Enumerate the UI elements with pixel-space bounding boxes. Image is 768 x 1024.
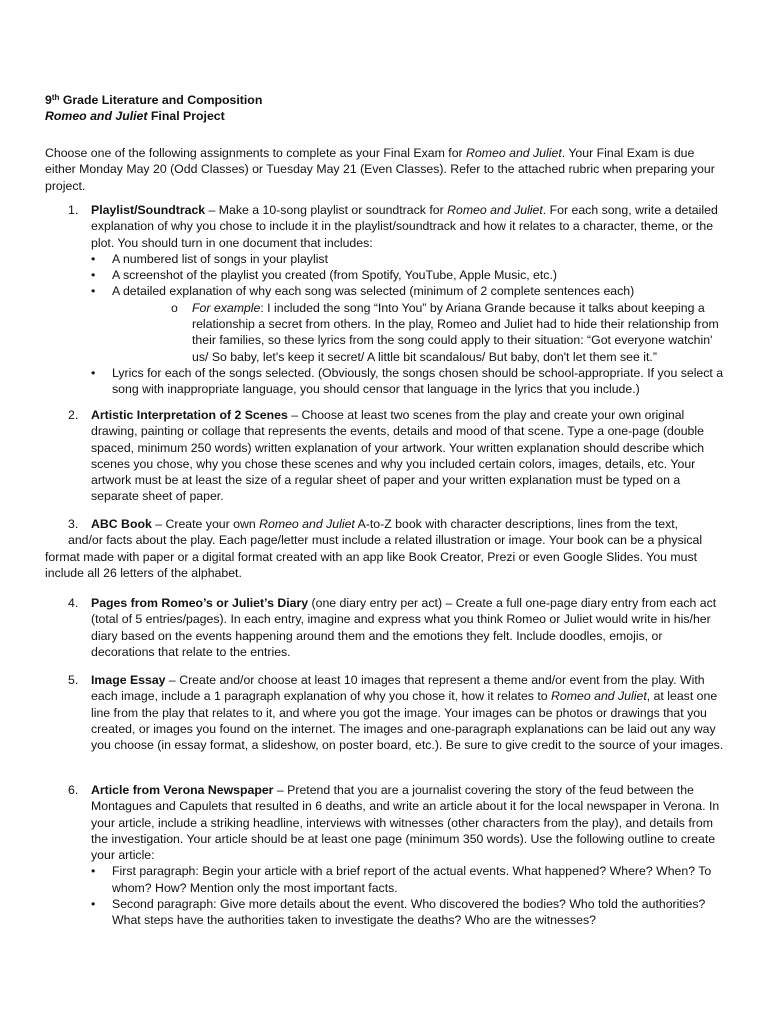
bullet-list [91, 863, 728, 928]
list-item: • Lyrics for each of the songs selected. (Obviously, the songs chosen should be school-appropriate. If you select a song with inappropriate language, you should censor that language in the lyrics that you include.) [91, 365, 728, 398]
assignment-item-2 [68, 407, 728, 505]
item-title: Pages from Romeo’s or Juliet’s Diary [91, 596, 309, 610]
list-item: • A detailed explanation of why each song was selected (minimum of 2 complete sentences each) o For example: I included the song “Into You” by Ariana Grande because it talks about keeping a relationship a secret from others. In the play, Romeo and Juliet had to hide their relationship from their families, so these lyrics from the song could apply to their situation: “Got everyone watchin' us/ So baby, let's keep it secret/ A little bit scandalous/ But baby, don't let them see it.” [91, 283, 728, 364]
bullet-list [91, 251, 728, 398]
list-item: • Second paragraph: Give more details about the event. Who discovered the bodies? Who told the authorities? What steps have the authorities taken to investigate the deaths? Who are the witnesses? [91, 896, 728, 929]
assignment-item-5 [68, 672, 728, 753]
assignment-item-1 [68, 202, 728, 398]
sub-list-item: o For example: I included the song “Into You” by Ariana Grande because it talks about keeping a relationship a secret from others. In the play, Romeo and Juliet had to hide their relationship from their families, so these lyrics from the song could apply to their situation: “Got everyone watchin' us/ So baby, let's keep it secret/ A little bit scandalous/ But baby, don't let them see it.” [171, 300, 728, 365]
item-title: Article from Verona Newspaper [91, 783, 274, 797]
assignment-item-3 [45, 516, 728, 581]
assignment-item-6 [68, 782, 728, 929]
item-title: Playlist/Soundtrack [91, 203, 206, 217]
item-number: 5. [68, 673, 79, 687]
item-description: Playlist/Soundtrack – Make a 10-song playlist or soundtrack for Romeo and Juliet. For each song, write a detailed explanation of why you chose to include it in the playlist/soundtrack and how it relates to a character, theme, or the plot. You should turn in one document that includes: [91, 203, 718, 250]
list-item: • A screenshot of the playlist you created (from Spotify, YouTube, Apple Music, etc.) [91, 267, 728, 283]
item-number: 6. [68, 783, 79, 797]
item-number: 3. [68, 517, 79, 531]
item-number: 4. [68, 596, 79, 610]
item-description: Article from Verona Newspaper – Pretend that you are a journalist covering the story of the feud between the Montagues and Capulets that resulted in 6 deaths, and write an article about it for the local newspaper in Verona. In your article, include a striking headline, interviews with witnesses (other characters from the play), and details from the investigation. Your article should be at least one page (minimum 350 words). Use the following outline to create your article: [91, 783, 720, 863]
item-description: Pages from Romeo’s or Juliet’s Diary (one diary entry per act) – Create a full one-page diary entry from each act (total of 5 entries/pages). In each entry, imagine and express what you think Romeo or Juliet would write in his/her diary based on the events happening around them and the emotions they felt. Include doodles, emojis, or decorations that relate to the entries. [91, 596, 717, 659]
course-title: 9th Grade Literature and Composition [45, 93, 263, 107]
item-description: Image Essay – Create and/or choose at least 10 images that represent a theme and/or event from the play. With each image, include a 1 paragraph explanation of why you chose it, how it relates to Romeo and Juliet, at least one line from the play that relates to it, and where you got the image. Your images can be photos or drawings that you created, or images you found on the internet. The images and one-paragraph explanations can be laid out any way you choose (in essay format, a slideshow, on poster board, etc.). Be sure to give credit to the source of your images. [91, 673, 724, 753]
assignment-item-4 [68, 595, 728, 660]
project-title: Romeo and Juliet Final Project [45, 109, 225, 124]
item-number: 2. [68, 408, 79, 422]
list-item: • First paragraph: Begin your article with a brief report of the actual events. What happened? Where? When? To whom? How? Mention only the most important facts. [91, 863, 728, 896]
document-header [45, 92, 262, 125]
item-description: Artistic Interpretation of 2 Scenes – Choose at least two scenes from the play and create your own original drawing, painting or collage that represents the events, details and mood of that scene. Type a one-page (double spaced, minimum 250 words) written explanation of your artwork. Your written explanation should describe which scenes you chose, why you chose these scenes and why you included certain colors, images, details, etc. Your artwork must be at least the size of a regular sheet of paper and your written explanation must be typed on a separate sheet of paper. [91, 408, 705, 504]
intro-paragraph: Choose one of the following assignments to complete as your Final Exam for Romeo and Juliet. Your Final Exam is due either Monday May 20 (Odd Classes) or Tuesday May 21 (Even Classes). Refer to the attached rubric when preparing your project. [45, 146, 715, 193]
list-item: • A numbered list of songs in your playlist [91, 251, 728, 267]
item-description: ABC Book – Create your own Romeo and Juliet A-to-Z book with character descriptions, lines from the text, and/or facts about the play. Each page/letter must include a related illustration or image. Your book can be a physical format made with paper or a digital format created with an app like Book Creator, Prezi or even Google Slides. You must include all 26 letters of the alphabet. [45, 517, 703, 580]
item-number: 1. [68, 203, 79, 217]
item-title: Image Essay [91, 673, 166, 687]
item-title: Artistic Interpretation of 2 Scenes [91, 408, 288, 422]
item-title: ABC Book [91, 517, 152, 531]
